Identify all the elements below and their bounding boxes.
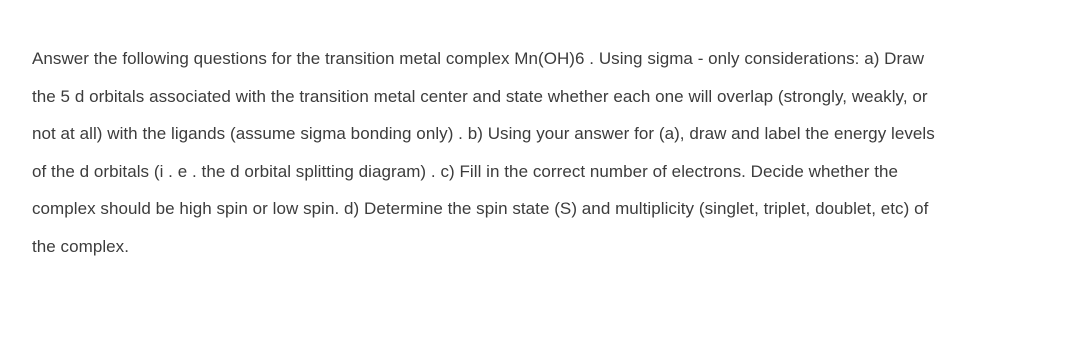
question-line-4: of the d orbitals (i . e . the d orbital splitting diagram) . c) Fill in the correct number of electrons. Decide whether the bbox=[32, 161, 899, 181]
question-line-6: the complex. bbox=[32, 236, 129, 256]
question-text bbox=[32, 40, 1062, 266]
question-line-2: the 5 d orbitals associated with the transition metal center and state whether each one will overlap (strongly, weakly, or bbox=[32, 86, 928, 106]
question-line-5: complex should be high spin or low spin. d) Determine the spin state (S) and multiplicity (singlet, triplet, doublet, etc) of bbox=[32, 199, 929, 219]
question-line-1: Answer the following questions for the transition metal complex Mn(OH)6 . Using sigma - only considerations: a) Draw bbox=[32, 49, 925, 68]
question-line-3: not at all) with the ligands (assume sigma bonding only) . b) Using your answer for (a), draw and label the energy levels bbox=[32, 124, 935, 144]
